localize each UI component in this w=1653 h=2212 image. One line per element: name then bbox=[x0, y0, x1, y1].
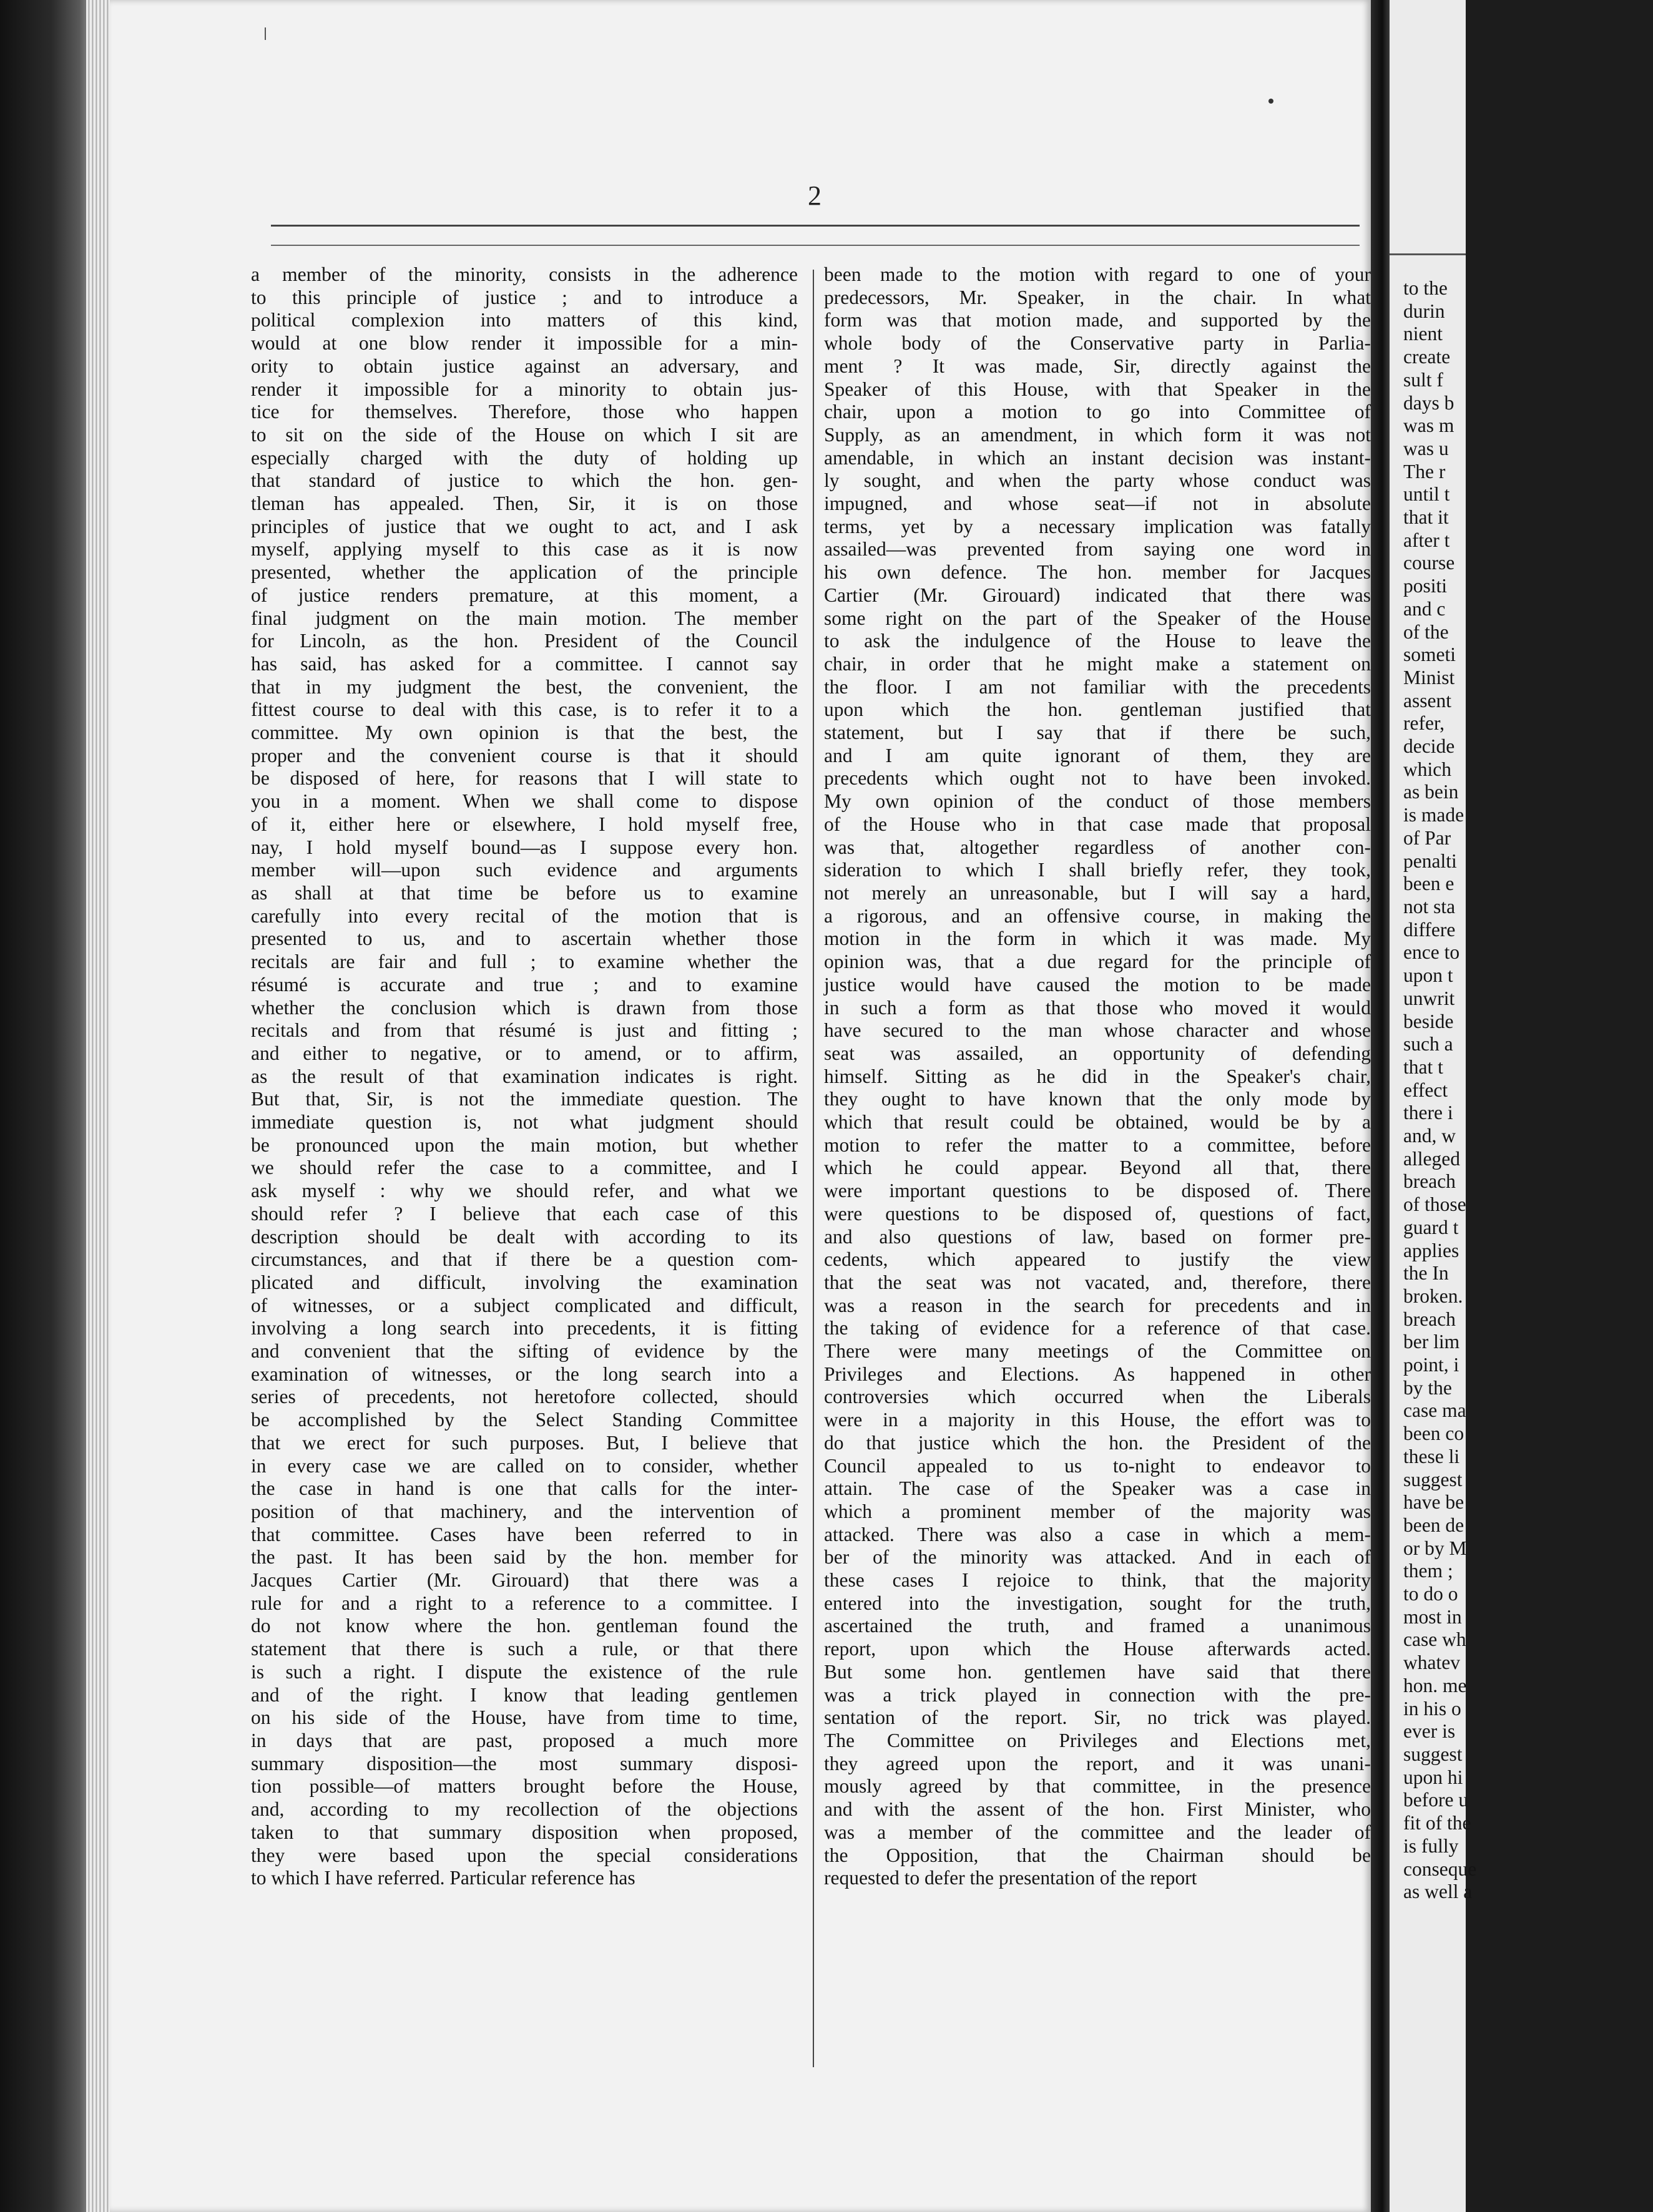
text-line: and, w bbox=[1403, 1125, 1456, 1147]
text-line: been e bbox=[1403, 873, 1454, 895]
text-line: opinion was, that a due regard for the principle of bbox=[824, 951, 1371, 973]
text-line: as the result of that examination indicates is right. bbox=[251, 1065, 798, 1087]
text-line: conseque bbox=[1403, 1857, 1477, 1880]
text-line: ber of the minority was attacked. And in each of bbox=[824, 1546, 1371, 1568]
text-line: that t bbox=[1403, 1055, 1443, 1078]
text-line: résumé is accurate and true ; and to examine bbox=[251, 973, 798, 996]
text-line: and also questions of law, based on former pre- bbox=[824, 1225, 1371, 1248]
text-line: whole body of the Conservative party in Parlia- bbox=[824, 332, 1371, 355]
text-line: chair, in order that he might make a statement on bbox=[824, 652, 1371, 675]
scan-background-left bbox=[0, 0, 94, 2212]
text-line: is made bbox=[1403, 804, 1464, 826]
text-line: a rigorous, and an offensive course, in making the bbox=[824, 904, 1371, 927]
text-line: course bbox=[1403, 552, 1455, 574]
text-line: tice for themselves. Therefore, those who happen bbox=[251, 401, 798, 423]
text-line: after t bbox=[1403, 529, 1450, 551]
text-line: effect bbox=[1403, 1079, 1448, 1101]
text-line: proper and the convenient course is that it should bbox=[251, 744, 798, 766]
text-line: these cases I rejoice to think, that the majority bbox=[824, 1569, 1371, 1592]
text-line: the taking of evidence for a reference of that case. bbox=[824, 1317, 1371, 1339]
text-line: cedents, which appeared to justify the view bbox=[824, 1248, 1371, 1271]
text-line: tion possible—of matters brought before the House, bbox=[251, 1775, 798, 1798]
text-line: they ought to have known that the only mode by bbox=[824, 1088, 1371, 1110]
text-line: fit of the bbox=[1403, 1812, 1471, 1834]
text-line: My own opinion of the conduct of those members bbox=[824, 790, 1371, 813]
text-line: sentation of the report. Sir, no trick was played. bbox=[824, 1706, 1371, 1729]
text-line: been co bbox=[1403, 1422, 1464, 1445]
text-line: in such a form as that those who moved it would bbox=[824, 996, 1371, 1019]
text-line: they agreed upon the report, and it was unani- bbox=[824, 1752, 1371, 1774]
text-line: as shall at that time be before us to examine bbox=[251, 881, 798, 904]
text-line: upon which the hon. gentleman justified that bbox=[824, 698, 1371, 721]
text-line: sideration to which I shall briefly refer, they took, bbox=[824, 859, 1371, 881]
text-line: principles of justice that we ought to act, and I ask bbox=[251, 515, 798, 537]
text-line: precedents which ought not to have been invoked. bbox=[824, 767, 1371, 790]
text-line: and of the right. I know that leading gentlemen bbox=[251, 1683, 798, 1706]
text-line: been made to the motion with regard to one of your bbox=[824, 263, 1371, 285]
text-line: and with the assent of the hon. First Minister, who bbox=[824, 1798, 1371, 1821]
text-line: before u bbox=[1403, 1789, 1469, 1811]
text-line: breach bbox=[1403, 1170, 1456, 1193]
text-line: to the bbox=[1403, 277, 1448, 299]
text-line: But that, Sir, is not the immediate question. The bbox=[251, 1088, 798, 1110]
text-line: plicated and difficult, involving the examination bbox=[251, 1271, 798, 1293]
text-line: point, i bbox=[1403, 1354, 1459, 1376]
text-line: render it impossible for a minority to obtain jus- bbox=[251, 378, 798, 400]
text-line: is such a right. I dispute the existence of the rule bbox=[251, 1660, 798, 1683]
text-line: and either to negative, or to amend, or to affirm, bbox=[251, 1042, 798, 1064]
text-line: applies bbox=[1403, 1239, 1459, 1261]
text-line: a member of the minority, consists in the adherence bbox=[251, 263, 798, 285]
text-line: entered into the investigation, sought for the truth, bbox=[824, 1592, 1371, 1614]
text-line: examination of witnesses, or the long search into a bbox=[251, 1363, 798, 1385]
text-line: ask myself : why we should refer, and what we bbox=[251, 1180, 798, 1202]
text-line: to ask the indulgence of the House to leave the bbox=[824, 630, 1371, 652]
text-line: member will—upon such evidence and arguments bbox=[251, 859, 798, 881]
book-gutter bbox=[1371, 0, 1390, 2212]
text-line: that in my judgment the best, the convenient, the bbox=[251, 675, 798, 698]
text-line: positi bbox=[1403, 575, 1448, 597]
text-line: which a prominent member of the majority was bbox=[824, 1500, 1371, 1522]
text-line: some right on the part of the Speaker of the House bbox=[824, 607, 1371, 629]
text-line: nient bbox=[1403, 323, 1443, 345]
text-line: ber lim bbox=[1403, 1331, 1460, 1353]
text-line: There were many meetings of the Committee on bbox=[824, 1340, 1371, 1363]
text-line: guard t bbox=[1403, 1216, 1459, 1238]
text-line: would at one blow render it impossible for a min- bbox=[251, 332, 798, 355]
text-line: his own defence. The hon. member for Jacques bbox=[824, 561, 1371, 584]
text-line: Minist bbox=[1403, 666, 1455, 688]
text-line: penalti bbox=[1403, 849, 1457, 872]
header-rule bbox=[271, 225, 1360, 227]
text-line: differe bbox=[1403, 918, 1456, 941]
text-line: be accomplished by the Select Standing Committee bbox=[251, 1409, 798, 1431]
text-line: the In bbox=[1403, 1262, 1449, 1285]
text-line: decide bbox=[1403, 735, 1455, 758]
text-line: do that justice which the hon. the President of the bbox=[824, 1431, 1371, 1454]
text-line: that we erect for such purposes. But, I believe that bbox=[251, 1431, 798, 1454]
text-line: tleman has appealed. Then, Sir, it is on those bbox=[251, 492, 798, 515]
text-line: Supply, as an amendment, in which form it was not bbox=[824, 423, 1371, 446]
header-rule-lower bbox=[271, 245, 1360, 246]
text-line: breach bbox=[1403, 1308, 1456, 1330]
text-line: attain. The case of the Speaker was a case in bbox=[824, 1477, 1371, 1500]
text-line: there i bbox=[1403, 1102, 1453, 1124]
text-line: of the House who in that case made that proposal bbox=[824, 813, 1371, 835]
text-line: circumstances, and that if there be a question com- bbox=[251, 1248, 798, 1271]
text-line: carefully into every recital of the motion that is bbox=[251, 904, 798, 927]
text-line: not sta bbox=[1403, 895, 1456, 918]
text-line: was a member of the committee and the leader of bbox=[824, 1821, 1371, 1843]
text-line: motion to refer the matter to a committee, before bbox=[824, 1133, 1371, 1156]
text-column-left bbox=[251, 263, 798, 2073]
page-number: 2 bbox=[808, 180, 822, 211]
text-line: was m bbox=[1403, 414, 1454, 437]
text-line: and, according to my recollection of the objections bbox=[251, 1798, 798, 1821]
text-line: myself, applying myself to this case as it is now bbox=[251, 538, 798, 560]
text-line: report, upon which the House afterwards acted. bbox=[824, 1638, 1371, 1660]
text-line: case wh bbox=[1403, 1628, 1466, 1651]
text-line: was u bbox=[1403, 437, 1449, 459]
text-line: especially charged with the duty of holding up bbox=[251, 446, 798, 469]
text-line: of justice renders premature, at this moment, a bbox=[251, 584, 798, 606]
text-line: upon t bbox=[1403, 964, 1453, 987]
text-line: form was that motion made, and supported by the bbox=[824, 309, 1371, 331]
text-line: someti bbox=[1403, 644, 1456, 666]
text-line: and convenient that the sifting of evidence by the bbox=[251, 1340, 798, 1363]
text-line: chair, upon a motion to go into Committee of bbox=[824, 401, 1371, 423]
text-line: seat was assailed, an opportunity of defending bbox=[824, 1042, 1371, 1064]
text-line: has said, has asked for a committee. I cannot say bbox=[251, 652, 798, 675]
text-line: involving a long search into precedents, it is fitting bbox=[251, 1317, 798, 1339]
next-page-edge bbox=[1390, 0, 1477, 2212]
text-line: that committee. Cases have been referred to in bbox=[251, 1523, 798, 1545]
text-line: which that result could be obtained, would be by a bbox=[824, 1111, 1371, 1133]
text-line: The r bbox=[1403, 460, 1446, 482]
text-line: statement that there is such a rule, or that there bbox=[251, 1638, 798, 1660]
text-line: that the seat was not vacated, and, therefore, there bbox=[824, 1271, 1371, 1293]
text-line: on his side of the House, have from time to time, bbox=[251, 1706, 798, 1729]
text-line: is fully bbox=[1403, 1834, 1459, 1857]
text-line: was that, altogether regardless of another con- bbox=[824, 836, 1371, 858]
text-line: whether the conclusion which is drawn from those bbox=[251, 996, 798, 1019]
text-line: the floor. I am not familiar with the precedents bbox=[824, 675, 1371, 698]
text-line: of witnesses, or a subject complicated and difficult, bbox=[251, 1294, 798, 1316]
text-line: assailed—was prevented from saying one word in bbox=[824, 538, 1371, 560]
column-divider bbox=[813, 270, 814, 2067]
text-line: recitals and from that résumé is just and fitting ; bbox=[251, 1019, 798, 1042]
text-line: Privileges and Elections. As happened in other bbox=[824, 1363, 1371, 1385]
text-line: be pronounced upon the main motion, but whether bbox=[251, 1133, 798, 1156]
text-line: them ; bbox=[1403, 1560, 1453, 1582]
text-line: Speaker of this House, with that Speaker in the bbox=[824, 378, 1371, 400]
page-corner-mark bbox=[265, 27, 266, 40]
text-line: position of that machinery, and the intervention of bbox=[251, 1500, 798, 1522]
stacked-page-edges bbox=[86, 0, 110, 2212]
text-line: that standard of justice to which the hon. gen- bbox=[251, 469, 798, 492]
text-line: case ma bbox=[1403, 1399, 1466, 1422]
text-line: the past. It has been said by the hon. member for bbox=[251, 1546, 798, 1568]
text-line: assent bbox=[1403, 689, 1451, 712]
text-line: Jacques Cartier (Mr. Girouard) that there was a bbox=[251, 1569, 798, 1592]
text-line: sult f bbox=[1403, 368, 1443, 391]
text-line: controversies which occurred when the Liberals bbox=[824, 1386, 1371, 1408]
text-line: ence to bbox=[1403, 941, 1460, 964]
text-line: terms, yet by a necessary implication was fatally bbox=[824, 515, 1371, 537]
text-line: to this principle of justice ; and to introduce a bbox=[251, 286, 798, 308]
text-line: of the bbox=[1403, 620, 1449, 643]
ink-speck bbox=[1268, 99, 1273, 104]
text-line: such a bbox=[1403, 1033, 1453, 1055]
text-line: which bbox=[1403, 758, 1451, 780]
text-line: taken to that summary disposition when proposed, bbox=[251, 1821, 798, 1843]
text-line: have secured to the man whose character and whose bbox=[824, 1019, 1371, 1042]
text-line: you in a moment. When we shall come to dispose bbox=[251, 790, 798, 813]
text-line: in his o bbox=[1403, 1697, 1461, 1720]
text-line: immediate question is, not what judgment should bbox=[251, 1111, 798, 1133]
text-line: political complexion into matters of this kind, bbox=[251, 309, 798, 331]
text-line: summary disposition—the most summary disposi- bbox=[251, 1752, 798, 1774]
text-line: until t bbox=[1403, 483, 1450, 506]
text-line: that it bbox=[1403, 506, 1449, 529]
text-line: justice would have caused the motion to be made bbox=[824, 973, 1371, 996]
text-line: ever is bbox=[1403, 1720, 1456, 1743]
text-line: for Lincoln, as the hon. President of the Council bbox=[251, 630, 798, 652]
text-line: impugned, and whose seat—if not in absolute bbox=[824, 492, 1371, 515]
text-line: suggest bbox=[1403, 1468, 1463, 1490]
text-line: motion in the form in which it was made. My bbox=[824, 927, 1371, 950]
text-line: we should refer the case to a committee, and I bbox=[251, 1157, 798, 1179]
text-line: nay, I hold myself bound—as I suppose every hon. bbox=[251, 836, 798, 858]
text-line: ascertained the truth, and framed a unanimous bbox=[824, 1615, 1371, 1637]
text-line: of those bbox=[1403, 1193, 1466, 1216]
text-line: should refer ? I believe that each case of this bbox=[251, 1202, 798, 1225]
text-line: and c bbox=[1403, 597, 1446, 620]
text-line: most in bbox=[1403, 1605, 1462, 1628]
text-line: But some hon. gentlemen have said that there bbox=[824, 1660, 1371, 1683]
text-line: be disposed of here, for reasons that I will state to bbox=[251, 767, 798, 790]
text-line: recitals are fair and full ; to examine whether the bbox=[251, 951, 798, 973]
text-line: description should be dealt with according to its bbox=[251, 1225, 798, 1248]
text-line: these li bbox=[1403, 1445, 1460, 1467]
text-line: to do o bbox=[1403, 1583, 1458, 1605]
text-line: presented to us, and to ascertain whether those bbox=[251, 927, 798, 950]
text-line: do not know where the hon. gentleman found the bbox=[251, 1615, 798, 1637]
text-line: statement, but I say that if there be such, bbox=[824, 722, 1371, 744]
text-line: alleged bbox=[1403, 1147, 1460, 1170]
text-line: rule for and a right to a reference to a committee. I bbox=[251, 1592, 798, 1614]
text-line: durin bbox=[1403, 300, 1445, 322]
text-line: suggest bbox=[1403, 1743, 1463, 1765]
text-line: attacked. There was also a case in which a mem- bbox=[824, 1523, 1371, 1545]
text-line: predecessors, Mr. Speaker, in the chair. In what bbox=[824, 286, 1371, 308]
text-line: requested to defer the presentation of the report bbox=[824, 1867, 1197, 1889]
text-line: presented, whether the application of the principle bbox=[251, 561, 798, 584]
text-line: fittest course to deal with this case, is to refer it to a bbox=[251, 698, 798, 721]
text-line: series of precedents, not heretofore collected, should bbox=[251, 1386, 798, 1408]
text-line: by the bbox=[1403, 1376, 1452, 1399]
text-line: to which I have referred. Particular reference has bbox=[251, 1867, 635, 1889]
text-line: of Par bbox=[1403, 826, 1451, 849]
text-column-right bbox=[824, 263, 1371, 2073]
text-line: not merely an unreasonable, but I will say a hard, bbox=[824, 881, 1371, 904]
text-line: final judgment on the main motion. The member bbox=[251, 607, 798, 629]
next-page-rule bbox=[1390, 253, 1466, 255]
text-line: the case in hand is one that calls for the inter- bbox=[251, 1477, 798, 1500]
text-line: and I am quite ignorant of them, they are bbox=[824, 744, 1371, 766]
text-column-next-page bbox=[1403, 277, 1653, 2087]
text-line: ment ? It was made, Sir, directly against the bbox=[824, 355, 1371, 377]
text-line: days b bbox=[1403, 391, 1454, 414]
text-line: refer, bbox=[1403, 712, 1445, 735]
text-line: beside bbox=[1403, 1010, 1454, 1032]
text-line: which he could appear. Beyond all that, there bbox=[824, 1157, 1371, 1179]
text-line: unwrit bbox=[1403, 987, 1455, 1009]
text-line: or by M bbox=[1403, 1537, 1467, 1559]
text-line: the Opposition, that the Chairman should be bbox=[824, 1844, 1371, 1866]
text-line: been de bbox=[1403, 1514, 1464, 1536]
text-line: to sit on the side of the House on which I sit are bbox=[251, 423, 798, 446]
text-line: upon hi bbox=[1403, 1766, 1463, 1788]
text-line: they were based upon the special considerations bbox=[251, 1844, 798, 1866]
text-line: were in a majority in this House, the effort was to bbox=[824, 1409, 1371, 1431]
text-line: was a reason in the search for precedents and in bbox=[824, 1294, 1371, 1316]
text-line: as well a bbox=[1403, 1881, 1473, 1903]
text-line: of it, either here or elsewhere, I hold myself free, bbox=[251, 813, 798, 835]
text-line: in every case we are called on to consider, whether bbox=[251, 1454, 798, 1477]
text-line: committee. My own opinion is that the best, the bbox=[251, 722, 798, 744]
text-line: himself. Sitting as he did in the Speaker's chair, bbox=[824, 1065, 1371, 1087]
text-line: have be bbox=[1403, 1491, 1464, 1514]
text-line: as bein bbox=[1403, 781, 1459, 803]
text-line: in days that are past, proposed a much more bbox=[251, 1730, 798, 1751]
text-line: whatev bbox=[1403, 1652, 1460, 1674]
text-line: Cartier (Mr. Girouard) indicated that there was bbox=[824, 584, 1371, 606]
text-line: ority to obtain justice against an adversary, and bbox=[251, 355, 798, 377]
text-line: were questions to be disposed of, questions of fact, bbox=[824, 1202, 1371, 1225]
text-line: amendable, in which an instant decision was instant- bbox=[824, 446, 1371, 469]
text-line: hon. me bbox=[1403, 1674, 1467, 1696]
text-line: were important questions to be disposed of. There bbox=[824, 1180, 1371, 1202]
text-line: mously agreed by that committee, in the presence bbox=[824, 1775, 1371, 1798]
text-line: was a trick played in connection with the pre- bbox=[824, 1683, 1371, 1706]
text-line: The Committee on Privileges and Elections met, bbox=[824, 1730, 1371, 1751]
text-line: Council appealed to us to-night to endeavor to bbox=[824, 1454, 1371, 1477]
text-line: ly sought, and when the party whose conduct was bbox=[824, 469, 1371, 492]
text-line: broken. bbox=[1403, 1285, 1463, 1307]
text-line: create bbox=[1403, 346, 1451, 368]
